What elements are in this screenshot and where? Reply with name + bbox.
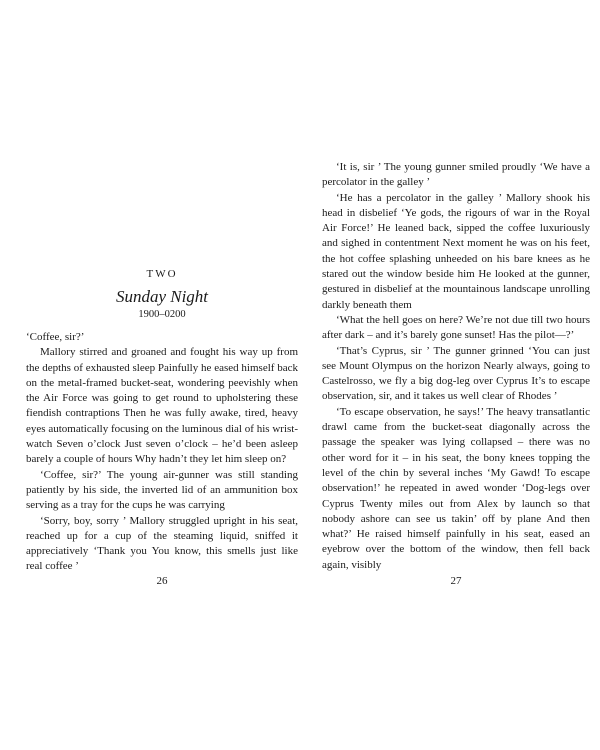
paragraph: Mallory stirred and groaned and fought his way up from the depths of exhausted sleep Painfully he eased himself back on the metal-framed bucket-seat, wondering peevishly when the Air Force was going to get round to upholstering these fiendish contraptions Then he was fully awake, tired, heavy eyes automatically focusing on the luminous dial of his wrist-watch Seven o’clock Just seven o’clock – he’d been asleep barely a couple of hours Why hadn’t they let him sleep on? [26, 346, 298, 466]
chapter-label: TWO [146, 268, 178, 280]
paragraph: ‘To escape observation, he says!’ The heavy transatlantic drawl came from the bucket-seat diagonally across the passage the speaker was lying collapsed – there was no other word for it – in his seat, the bony knees topping the level of the chin by several inches ‘My Gawd! To escape observation!’ he repeated in awed wonder ‘Dog-legs over Cyprus Twenty miles out from Alex by launch so that nobody ashore can see us takin’ off by plane And then what?’ He raised himself painfully in his seat, eased an eyebrow over the bottom of the window, then fell back again, visibly [322, 405, 590, 571]
paragraph: ‘Coffee, sir?’ The young air-gunner was still standing patiently by his side, the inverted lid of an ammunition box serving as a tray for the cups he was carrying [26, 468, 298, 512]
paragraph: ‘He has a percolator in the galley ’ Mallory shook his head in disbelief ‘Ye gods, the rigours of war in the Royal Air Force!’ He leaned back, sipped the coffee luxuriously and sighed in contentment Next moment he was on his feet, the hot coffee splashing unheeded on his bare knees as he stared out the window beside him He looked at the gunner, gestured in disbelief at the mountainous landscape unrolling darkly beneath them [322, 191, 590, 311]
right-body-text [322, 160, 590, 573]
left-page [26, 0, 298, 750]
paragraph: ‘What the hell goes on here? We’re not due till two hours after dark – and it’s barely gone sunset! Has the pilot—?’ [322, 313, 590, 342]
paragraph: ‘It is, sir ’ The young gunner smiled proudly ‘We have a percolator in the galley ’ [322, 161, 590, 189]
page-number-left: 26 [156, 575, 168, 587]
left-body-text [26, 330, 298, 575]
page-number-right: 27 [450, 575, 462, 587]
chapter-time: 1900–0200 [138, 309, 186, 320]
right-page [322, 0, 590, 750]
paragraph: ‘Sorry, boy, sorry ’ Mallory struggled upright in his seat, reached up for a cup of the steaming liquid, sniffed it appreciatively ‘Thank you You know, this smells just like real coffee ’ [26, 514, 298, 573]
paragraph: ‘Coffee, sir?’ [26, 331, 85, 343]
paragraph: ‘That’s Cyprus, sir ’ The gunner grinned ‘You can just see Mount Olympus on the horizon Nearly always, going to Castelrosso, we fly a big dog-leg over Cyprus It’s to escape observation, sir, and it takes us well clear of Rhodes ’ [322, 344, 590, 403]
chapter-title: Sunday Night [115, 287, 209, 306]
